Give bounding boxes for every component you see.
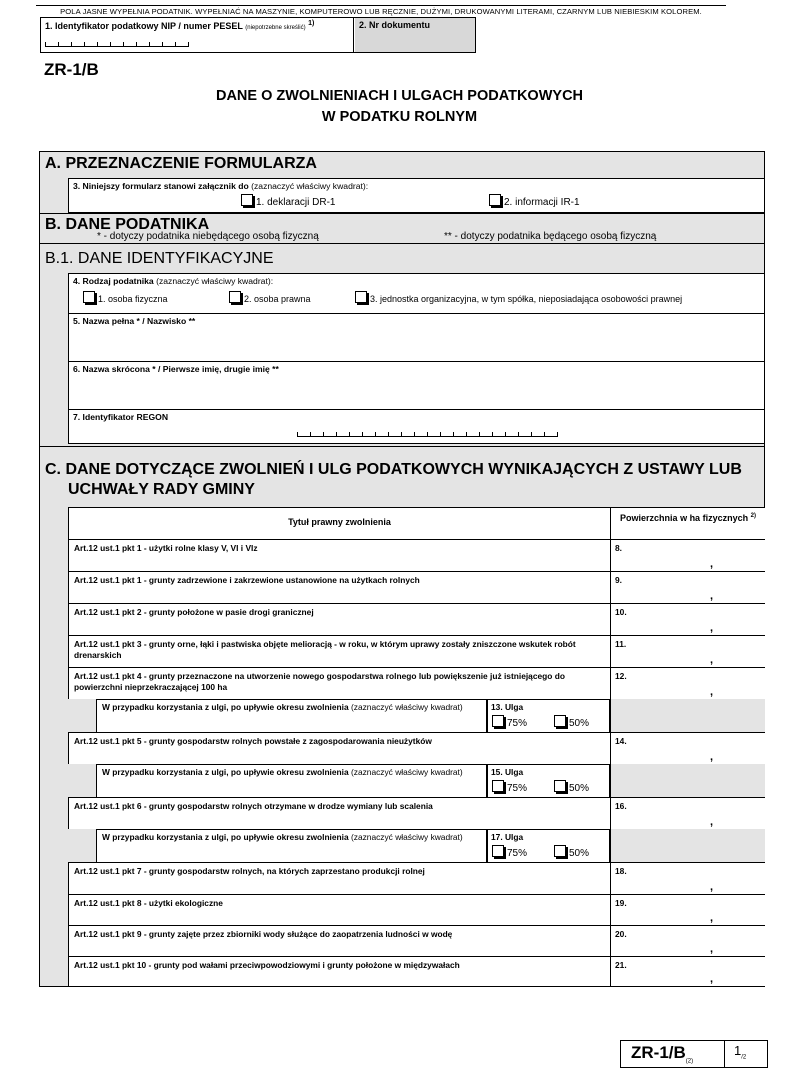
nip-field[interactable] [41, 18, 354, 52]
nip-digit-boxes[interactable] [45, 42, 189, 47]
relief-field-15 [487, 764, 610, 797]
option-natural-person-label: 1. osoba fizyczna [98, 294, 168, 304]
area-field-11[interactable] [610, 636, 765, 667]
footer-code-version: (2) [685, 1058, 694, 1065]
table-row [68, 539, 765, 571]
checkbox-icon[interactable] [554, 845, 566, 857]
section-b-title: B. DANE PODATNIKA [45, 216, 210, 233]
option-organization-label: 3. jednostka organizacyjna, w tym spółka, nieposiadająca osobowości prawnej [370, 294, 683, 304]
row-title: Art.12 ust.1 pkt 1 - użytki rolne klasy V, VI i VIz [68, 540, 610, 571]
field-4-note: (zaznaczyć właściwy kwadrat): [156, 276, 274, 286]
row-title: Art.12 ust.1 pkt 5 - grunty gospodarstw rolnych powstałe z zagospodarowania nieużytków [68, 733, 610, 764]
relief-description [96, 699, 487, 732]
regon-digit-boxes[interactable] [297, 432, 558, 437]
option-ir1[interactable] [489, 194, 580, 208]
relief-spacer [610, 829, 765, 862]
relief-spacer [610, 699, 765, 732]
row-title: Art.12 ust.1 pkt 2 - grunty położone w pasie drogi granicznej [68, 604, 610, 635]
relief-50-label: 50% [569, 848, 590, 859]
checkbox-icon[interactable] [241, 194, 253, 206]
instructions-notice: POLA JASNE WYPEŁNIA PODATNIK. WYPEŁNIAĆ NA MASZYNIE, KOMPUTEROWO LUB RĘCZNIE, DUŻYMI, DRUKOWANYMI LITERAMI, CZARNYM LUB NIEBIESKIM KOLOREM. [36, 5, 726, 16]
decimal-comma: , [709, 558, 713, 570]
decimal-comma: , [709, 622, 713, 634]
divider [39, 446, 765, 447]
area-field-16[interactable] [610, 798, 765, 829]
exemptions-table [68, 507, 765, 987]
decimal-comma: , [709, 654, 713, 666]
relief-75-option[interactable] [492, 845, 527, 859]
column-header-title: Tytuł prawny zwolnienia [68, 508, 610, 539]
decimal-comma: , [709, 590, 713, 602]
section-a-title: A. PRZEZNACZENIE FORMULARZA [45, 155, 317, 172]
form-title-line2: W PODATKU ROLNYM [321, 109, 478, 125]
area-field-21[interactable] [610, 957, 765, 986]
field-number: 20. [615, 929, 627, 939]
table-row [68, 956, 765, 987]
field-number: 11. [615, 639, 627, 649]
row-title: Art.12 ust.1 pkt 6 - grunty gospodarstw rolnych otrzymane w drodze wymiany lub scalenia [68, 798, 610, 829]
field-4-label: 4. Rodzaj podatnika [73, 276, 154, 286]
option-ir1-label: 2. informacji IR-1 [504, 197, 580, 208]
checkbox-icon[interactable] [492, 845, 504, 857]
field-number: 16. [615, 801, 627, 811]
area-field-20[interactable] [610, 926, 765, 956]
area-field-9[interactable] [610, 572, 765, 603]
divider [39, 243, 765, 244]
field-number: 14. [615, 736, 627, 746]
field-number: 21. [615, 960, 627, 970]
relief-label: 13. Ulga [491, 702, 524, 712]
checkbox-icon[interactable] [229, 291, 241, 303]
relief-75-label: 75% [507, 848, 528, 859]
field-7-regon[interactable] [68, 409, 765, 444]
section-c-title-line1: C. DANE DOTYCZĄCE ZWOLNIEŃ I ULG PODATKOWYCH WYNIKAJĄCYCH Z USTAWY LUB [45, 461, 742, 478]
table-row [68, 571, 765, 603]
footer-form-code [621, 1041, 725, 1067]
row-title: Art.12 ust.1 pkt 8 - użytki ekologiczne [68, 895, 610, 925]
row-title: Art.12 ust.1 pkt 1 - grunty zadrzewione i zakrzewione ustanowione na użytkach rolnych [68, 572, 610, 603]
document-number-field [355, 18, 475, 52]
relief-50-label: 50% [569, 783, 590, 794]
column-header-area [610, 508, 765, 539]
table-row [68, 797, 765, 829]
relief-field-13 [487, 699, 610, 732]
footer-box [620, 1040, 768, 1068]
table-row [68, 732, 765, 764]
checkbox-icon[interactable] [489, 194, 501, 206]
decimal-comma: , [709, 816, 713, 828]
decimal-comma: , [709, 881, 713, 893]
form-code: ZR-1/B [44, 60, 99, 79]
table-row [68, 635, 765, 667]
form-title-line1: DANE O ZWOLNIENIACH I ULGACH PODATKOWYCH [215, 88, 584, 104]
footer-code-text: ZR-1/B [631, 1043, 686, 1062]
field-number: 12. [615, 671, 627, 681]
relief-label: 17. Ulga [491, 832, 524, 842]
relief-note: (zaznaczyć właściwy kwadrat) [350, 702, 463, 712]
field-number: 10. [615, 607, 627, 617]
relief-text: W przypadku korzystania z ulgi, po upływie okresu zwolnienia [102, 702, 349, 712]
column-header-area-label: Powierzchnia w ha fizycznych [620, 513, 749, 523]
decimal-comma: , [709, 912, 713, 924]
table-row [68, 925, 765, 956]
row-title: Art.12 ust.1 pkt 7 - grunty gospodarstw rolnych, na których zaprzestano produkcji rolnej [68, 863, 610, 894]
relief-note: (zaznaczyć właściwy kwadrat) [350, 832, 463, 842]
option-organization[interactable] [355, 291, 682, 304]
checkbox-icon[interactable] [554, 780, 566, 792]
relief-50-option[interactable] [554, 845, 589, 859]
field-number: 18. [615, 866, 627, 876]
section-b1-title: B.1. DANE IDENTYFIKACYJNE [45, 250, 274, 267]
area-field-19[interactable] [610, 895, 765, 925]
relief-note: (zaznaczyć właściwy kwadrat) [350, 767, 463, 777]
table-row [68, 603, 765, 635]
field-6-short-name[interactable] [68, 361, 765, 410]
header-box [40, 17, 476, 53]
table-row [68, 894, 765, 925]
relief-spacer [610, 764, 765, 797]
section-c-title [45, 460, 765, 500]
row-title: Art.12 ust.1 pkt 4 - grunty przeznaczone na utworzenie nowego gospodarstwa rolnego lub powiększenie już istniejącego do powierzchni nieprzekraczającej 100 ha [68, 668, 610, 699]
field-3-label: 3. Niniejszy formularz stanowi załącznik do [73, 181, 249, 191]
table-row [68, 667, 765, 699]
relief-row [68, 764, 765, 797]
relief-description [96, 829, 487, 862]
option-legal-person-label: 2. osoba prawna [244, 294, 311, 304]
document-number-label: 2. Nr dokumentu [359, 20, 431, 30]
row-title: Art.12 ust.1 pkt 9 - grunty zajęte przez zbiorniki wody służące do zaopatrzenia ludności w wodę [68, 926, 610, 956]
decimal-comma: , [709, 973, 713, 985]
field-5-label: 5. Nazwa pełna * / Nazwisko ** [73, 316, 196, 326]
field-3-purpose [68, 178, 765, 213]
column-header-footnote: 2) [750, 513, 756, 519]
option-legal-person[interactable] [229, 291, 311, 304]
decimal-comma: , [709, 686, 713, 698]
field-number: 8. [615, 543, 622, 553]
decimal-comma: , [709, 943, 713, 955]
option-dr1[interactable] [241, 194, 335, 208]
field-7-label: 7. Identyfikator REGON [73, 412, 169, 422]
relief-50-label: 50% [569, 718, 590, 729]
area-field-14[interactable] [610, 733, 765, 764]
relief-75-label: 75% [507, 718, 528, 729]
area-field-8[interactable] [610, 540, 765, 571]
relief-field-17 [487, 829, 610, 862]
checkbox-icon[interactable] [554, 715, 566, 727]
page-number [726, 1041, 767, 1067]
nip-footnote: 1) [308, 20, 315, 27]
section-b-note-legal: * - dotyczy podatnika niebędącego osobą fizyczną [97, 231, 319, 242]
relief-label: 15. Ulga [491, 767, 524, 777]
field-6-label: 6. Nazwa skrócona * / Pierwsze imię, drugie imię ** [73, 364, 279, 374]
relief-description [96, 764, 487, 797]
checkbox-icon[interactable] [492, 715, 504, 727]
area-field-12[interactable] [610, 668, 765, 699]
checkbox-icon[interactable] [355, 291, 367, 303]
relief-row [68, 699, 765, 732]
decimal-comma: , [709, 751, 713, 763]
nip-label: 1. Identyfikator podatkowy NIP / numer PESEL [45, 21, 243, 31]
field-3-note: (zaznaczyć właściwy kwadrat): [251, 181, 369, 191]
page-current: 1 [734, 1043, 742, 1058]
field-number: 9. [615, 575, 622, 585]
option-dr1-label: 1. deklaracji DR-1 [256, 197, 336, 208]
relief-75-label: 75% [507, 783, 528, 794]
area-field-18[interactable] [610, 863, 765, 894]
section-c-title-line2: UCHWAŁY RADY GMINY [68, 481, 255, 498]
divider [39, 213, 765, 214]
relief-50-option[interactable] [554, 780, 589, 794]
section-b-note-natural: ** - dotyczy podatnika będącego osobą fizyczną [444, 231, 657, 242]
checkbox-icon[interactable] [492, 780, 504, 792]
option-natural-person[interactable] [83, 291, 168, 304]
row-title: Art.12 ust.1 pkt 10 - grunty pod wałami przeciwpowodziowymi i grunty położone w międzywałach [68, 957, 610, 986]
relief-75-option[interactable] [492, 780, 527, 794]
row-title: Art.12 ust.1 pkt 3 - grunty orne, łąki i pastwiska objęte melioracją - w roku, w którym uprawy zostały zniszczone wskutek robót drenarskich [68, 636, 610, 667]
checkbox-icon[interactable] [83, 291, 95, 303]
relief-text: W przypadku korzystania z ulgi, po upływie okresu zwolnienia [102, 832, 349, 842]
relief-row [68, 829, 765, 862]
field-number: 19. [615, 898, 627, 908]
nip-note: (niepotrzebne skreślić) [245, 25, 306, 31]
field-4-taxpayer-type [68, 273, 765, 314]
area-field-10[interactable] [610, 604, 765, 635]
page-total: /2 [741, 1054, 747, 1061]
table-row [68, 862, 765, 894]
relief-75-option[interactable] [492, 715, 527, 729]
relief-50-option[interactable] [554, 715, 589, 729]
field-5-full-name[interactable] [68, 313, 765, 362]
table-header [68, 507, 765, 539]
relief-text: W przypadku korzystania z ulgi, po upływie okresu zwolnienia [102, 767, 349, 777]
